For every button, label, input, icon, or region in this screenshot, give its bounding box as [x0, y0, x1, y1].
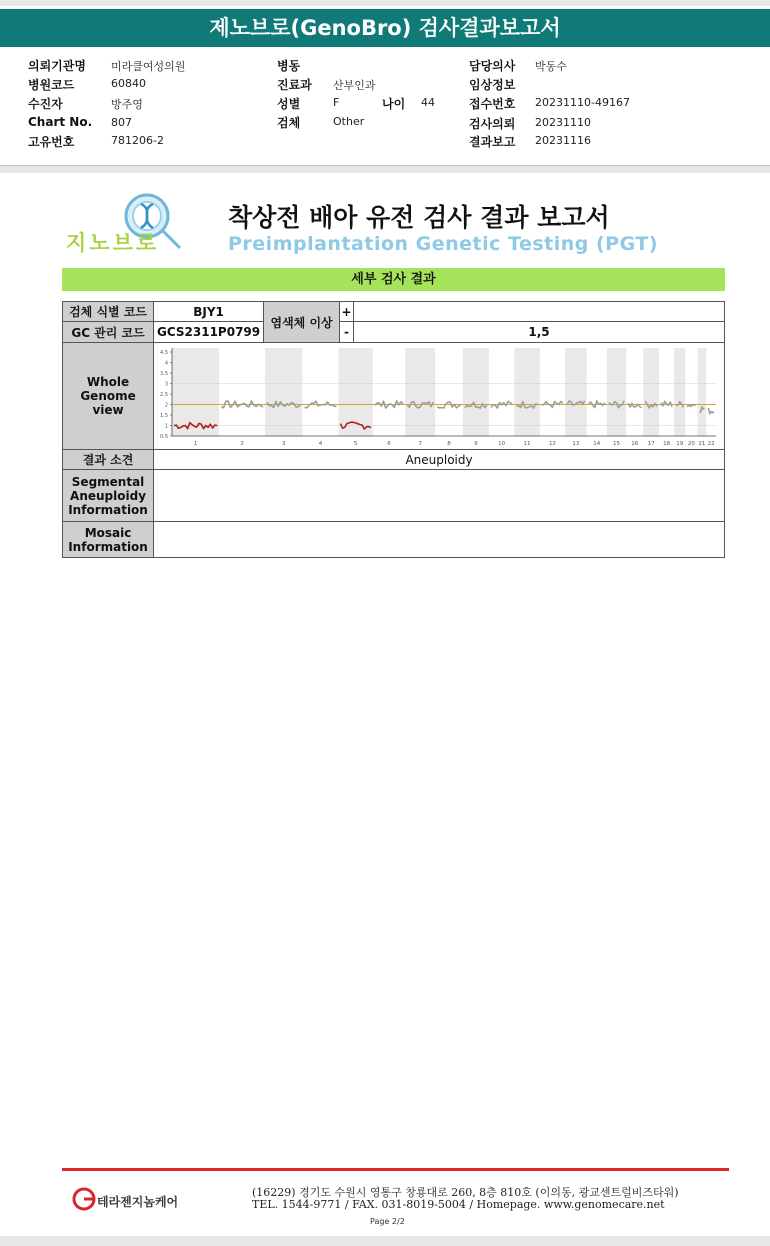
- chart-no-label: Chart No.: [28, 115, 93, 129]
- table-row: [63, 450, 725, 470]
- chromosome-label: 22: [707, 440, 715, 447]
- report-subtitle: Preimplantation Genetic Testing (PGT): [228, 233, 658, 255]
- segmental-aneuploidy-label: Segmental Aneuploidy Information: [63, 470, 154, 522]
- chromosome-16-trace: [628, 403, 641, 408]
- section-title-bar: 세부 검사 결과: [62, 268, 725, 291]
- loss-value: 1,5: [354, 322, 725, 343]
- chromosome-label: 17: [647, 440, 655, 447]
- company-logo-icon: [72, 1187, 96, 1211]
- chromosome-22-trace: [708, 407, 714, 413]
- institution-value: 미라클여성의원: [111, 60, 186, 73]
- chromosome-label: 9: [474, 440, 478, 447]
- chromosome-label: 6: [387, 440, 391, 447]
- chromosome-label: 15: [613, 440, 621, 447]
- report-date-label: 결과보고: [469, 135, 516, 149]
- clinical-info-label: 임상정보: [469, 78, 516, 92]
- chromosome-label: 3: [282, 440, 286, 447]
- chromosome-label: 10: [498, 440, 506, 447]
- gain-value: [354, 302, 725, 322]
- finding-label: 결과 소견: [63, 450, 154, 470]
- chromosome-18-trace: [661, 401, 672, 406]
- sample-id-value: BJY1: [154, 302, 264, 322]
- chromosome-band: [607, 348, 626, 436]
- segmental-aneuploidy-value: [154, 470, 725, 522]
- chromosome-band: [405, 348, 435, 436]
- age-value: 44: [421, 96, 435, 109]
- footer-contact: TEL. 1544-9771 / FAX. 031-8019-5004 / Homepage. www.genomecare.net: [252, 1198, 665, 1211]
- y-tick-label: 2.5: [160, 391, 169, 398]
- doctor-label: 담당의사: [469, 59, 516, 73]
- chromosome-band: [172, 348, 219, 436]
- chromosome-abnormality-label: 염색체 이상: [264, 302, 340, 343]
- department-value: 산부인과: [333, 79, 376, 92]
- y-tick-label: 0.5: [160, 433, 169, 440]
- sample-id-label: 검체 식별 코드: [63, 302, 154, 322]
- chromosome-label: 20: [687, 440, 695, 447]
- y-tick-label: 1.5: [160, 412, 169, 419]
- chromosome-label: 1: [193, 440, 198, 447]
- gain-sign: +: [340, 302, 354, 322]
- table-row: [63, 343, 725, 450]
- y-tick-label: 4: [164, 360, 169, 366]
- chromosome-4-trace: [305, 401, 337, 408]
- chromosome-band: [674, 348, 685, 436]
- chromosome-band: [565, 348, 587, 436]
- chromosome-band: [265, 348, 303, 436]
- specimen-value: Other: [333, 115, 365, 128]
- chromosome-label: 5: [353, 440, 358, 447]
- report-title: 착상전 배아 유전 검사 결과 보고서: [228, 203, 610, 232]
- chromosome-band: [514, 348, 540, 436]
- table-row: [63, 522, 725, 558]
- unique-no-label: 고유번호: [28, 135, 75, 149]
- whole-genome-label: Whole Genome view: [63, 343, 154, 450]
- footer-divider: [62, 1168, 729, 1171]
- company-name: 테라젠지놈케어: [97, 1195, 179, 1209]
- chromosome-label: 21: [698, 440, 706, 447]
- specimen-label: 검체: [277, 116, 301, 130]
- sex-label: 성별: [277, 97, 301, 111]
- header-separator: [0, 165, 770, 173]
- mosaic-value: [154, 522, 725, 558]
- institution-label: 의뢰기관명: [28, 59, 86, 73]
- logo-text: 지노브로: [66, 231, 160, 255]
- chromosome-band: [643, 348, 659, 436]
- gc-code-value: GCS2311P0799: [154, 322, 264, 343]
- chromosome-label: 2: [240, 440, 244, 447]
- top-border: [0, 0, 770, 6]
- receipt-no-value: 20231110-49167: [535, 96, 630, 109]
- loss-sign: -: [340, 322, 354, 343]
- y-tick-label: 3.5: [160, 370, 169, 377]
- department-label: 진료과: [277, 78, 312, 92]
- ward-label: 병동: [277, 59, 301, 73]
- table-row: [63, 302, 725, 322]
- finding-value: Aneuploidy: [154, 450, 725, 470]
- patient-value: 방주영: [111, 98, 143, 111]
- request-date-value: 20231110: [535, 116, 591, 129]
- unique-no-value: 781206-2: [111, 134, 164, 147]
- hospital-code-label: 병원코드: [28, 78, 75, 92]
- receipt-no-label: 접수번호: [469, 97, 516, 111]
- doctor-value: 박동수: [535, 60, 567, 73]
- chromosome-label: 11: [523, 440, 531, 447]
- chart-no-value: 807: [111, 116, 132, 129]
- report-date-value: 20231116: [535, 134, 591, 147]
- report-header-title: 제노브로(GenoBro) 검사결과보고서: [0, 9, 770, 47]
- gc-code-label: GC 관리 코드: [63, 322, 154, 343]
- sex-value: F: [333, 96, 340, 109]
- mosaic-label: Mosaic Information: [63, 522, 154, 558]
- chromosome-8-trace: [437, 402, 461, 408]
- patient-info-block: [0, 54, 770, 164]
- chromosome-label: 14: [593, 440, 601, 447]
- table-row: [63, 470, 725, 522]
- chromosome-label: 16: [631, 440, 639, 447]
- chromosome-band: [463, 348, 489, 436]
- page-number: Page 2/2: [370, 1217, 405, 1226]
- request-date-label: 검사의뢰: [469, 117, 516, 131]
- chromosome-label: 19: [676, 440, 684, 447]
- chromosome-label: 7: [418, 440, 423, 447]
- table-row: [63, 322, 725, 343]
- chromosome-band: [698, 348, 707, 436]
- bottom-border: [0, 1236, 770, 1246]
- chromosome-label: 13: [572, 440, 580, 447]
- y-tick-label: 2: [164, 402, 169, 408]
- hospital-code-value: 60840: [111, 77, 146, 90]
- y-tick-label: 4.5: [160, 349, 169, 356]
- chromosome-label: 12: [549, 440, 557, 447]
- whole-genome-chart: [154, 344, 723, 449]
- patient-label: 수진자: [28, 97, 63, 111]
- chromosome-label: 4: [318, 440, 323, 447]
- age-label: 나이: [382, 97, 406, 111]
- y-tick-label: 1: [164, 423, 169, 429]
- chromosome-label: 8: [447, 440, 451, 447]
- footer-address: (16229) 경기도 수원시 영통구 창룡대로 260, 8층 810호 (이의동, 광교센트럴비즈타워): [252, 1186, 679, 1199]
- result-table: [62, 301, 725, 558]
- y-tick-label: 3: [164, 381, 169, 387]
- chromosome-label: 18: [663, 440, 671, 447]
